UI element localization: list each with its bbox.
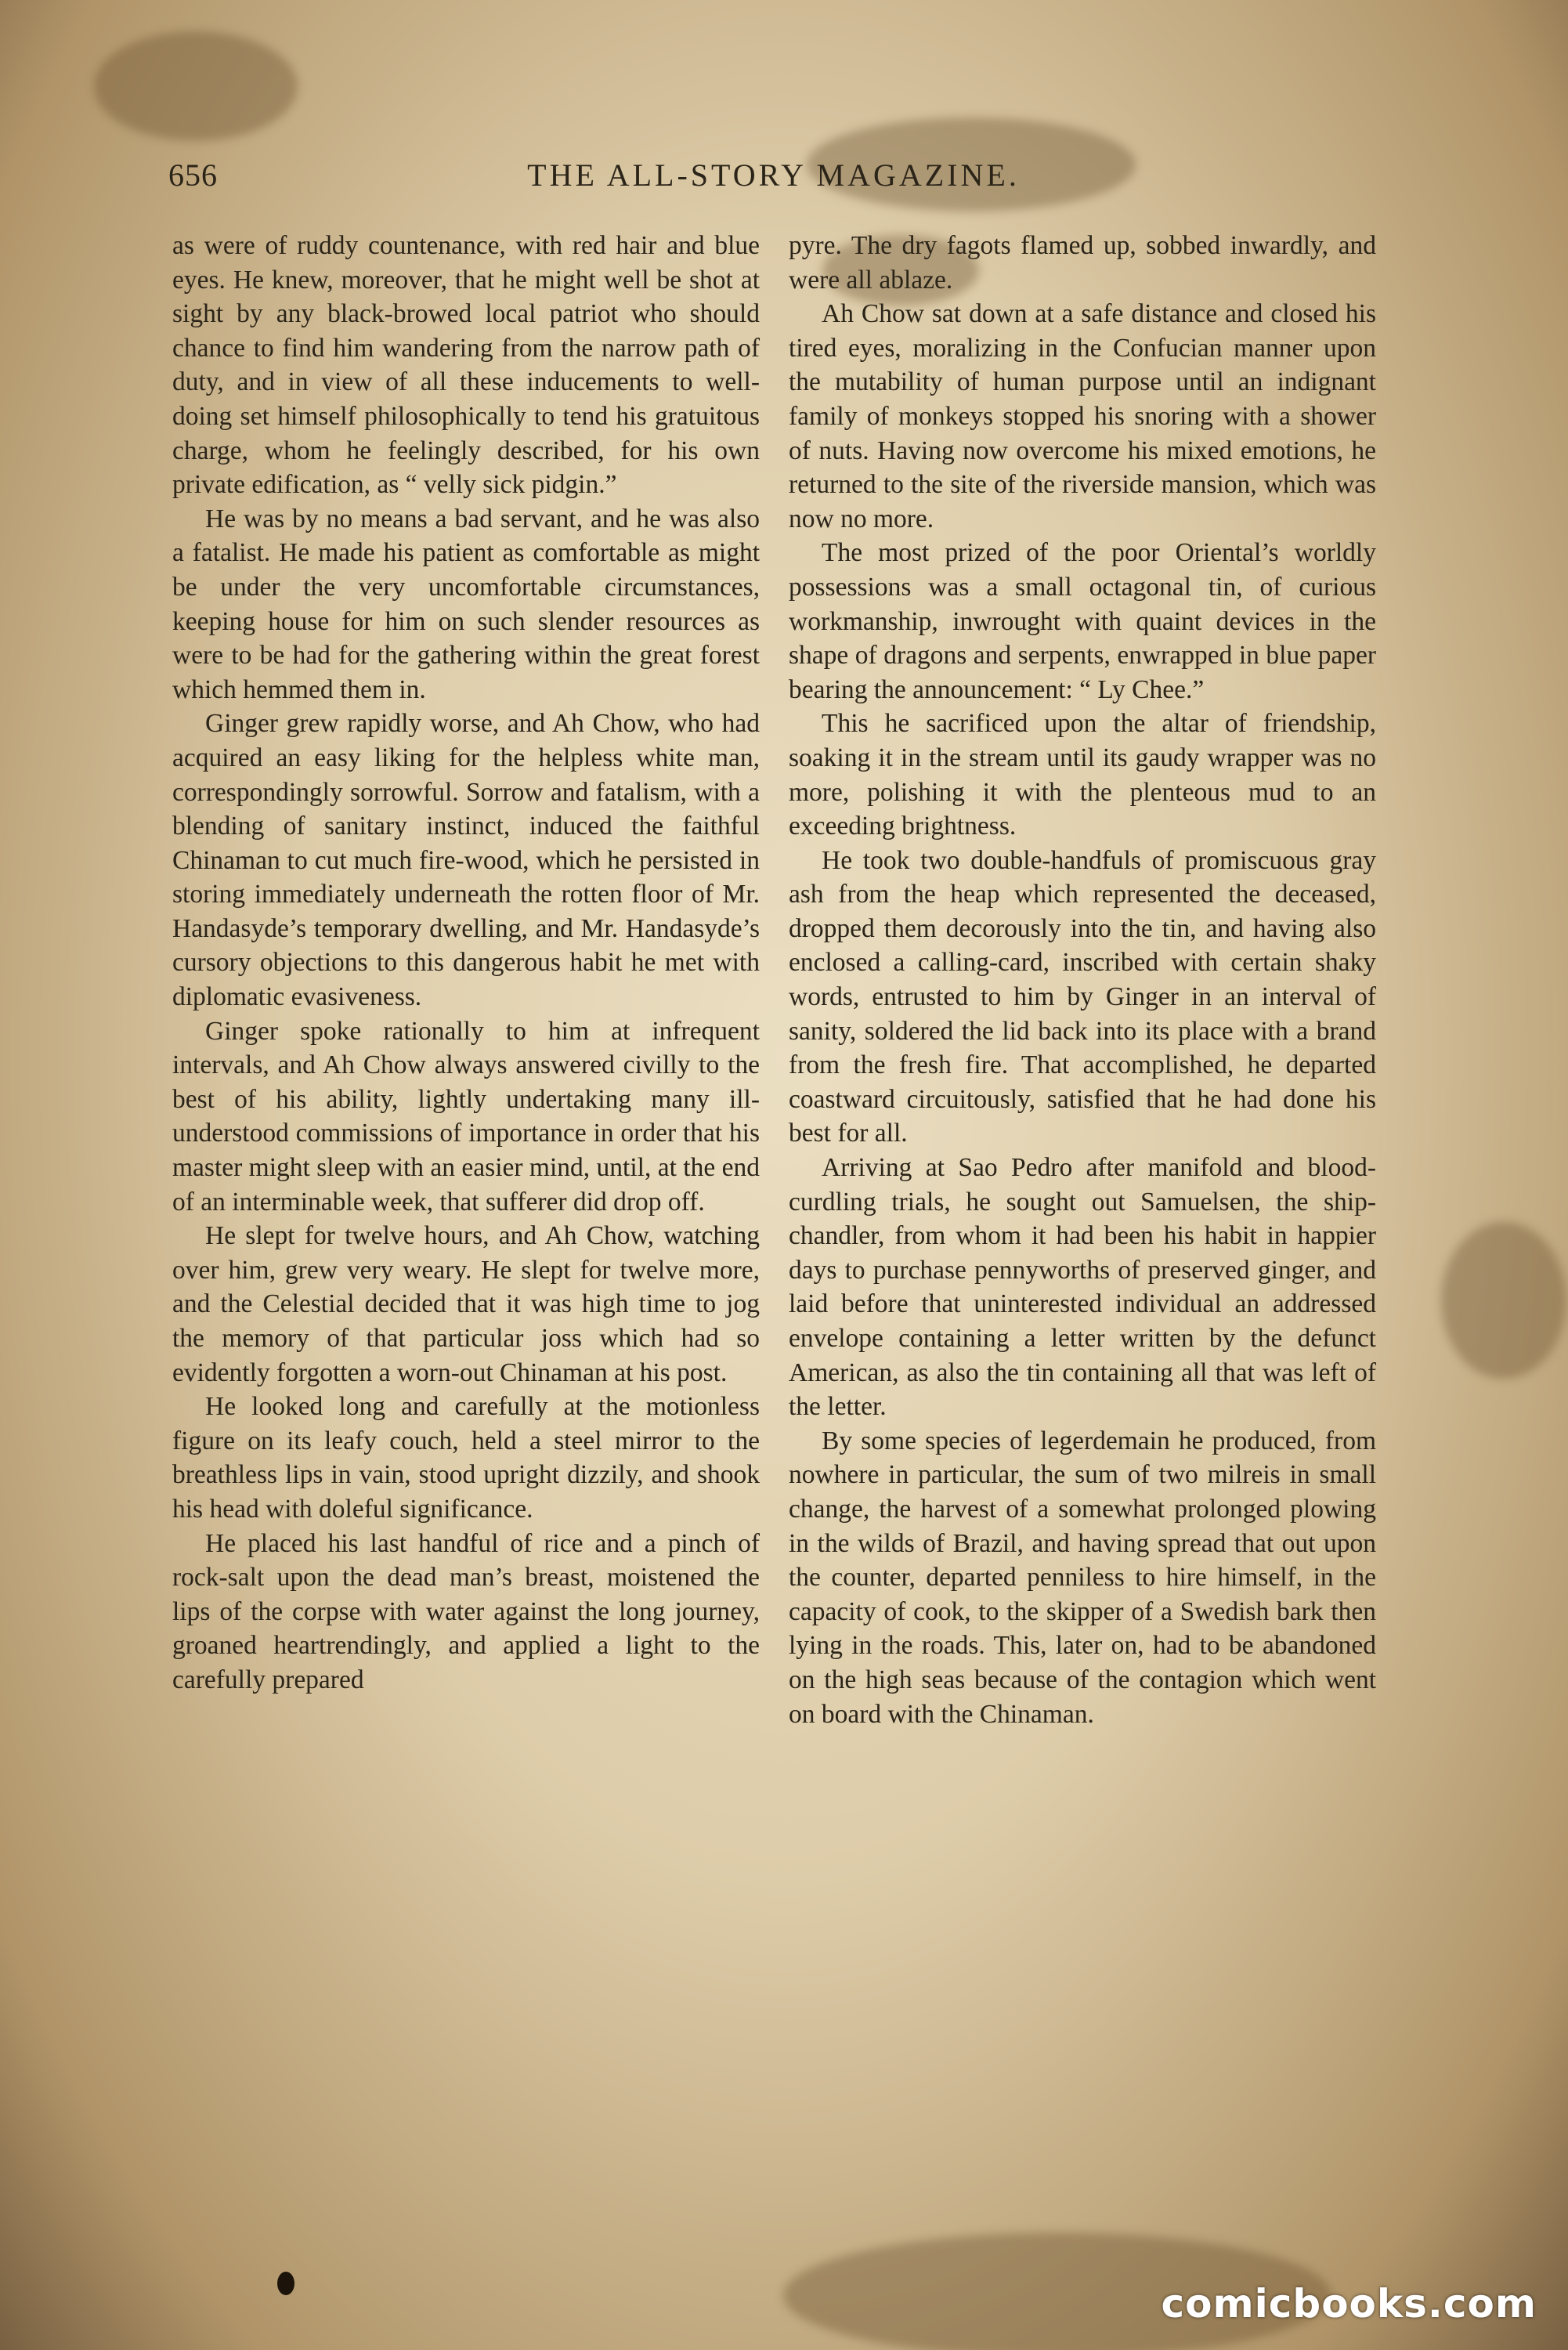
paragraph: This he sacrificed upon the altar of friendship, soaking it in the stream until its gaudy wrapper was no more, polishing it with the plenteous mud to an exceeding brightness. (789, 709, 1376, 841)
paragraph: He was by no means a bad servant, and he was also a fatalist. He made his patient as comfortable as might be under the very uncomfortable circumstances, keeping house for him on such slender resources as were to be had for the gathering within the great forest which hemmed them in. (172, 504, 760, 704)
paragraph: He looked long and carefully at the motionless figure on its leafy couch, held a steel mirror to the breathless lips in vain, stood upright dizzily, and shook his head with doleful significance. (172, 1392, 760, 1524)
paragraph: pyre. The dry fagots flamed up, sobbed inwardly, and were all ablaze. (789, 231, 1376, 295)
watermark: comicbooks.com (1161, 2281, 1537, 2326)
paragraph: He placed his last handful of rice and a pinch of rock-salt upon the dead man’s breast, moistened the lips of the corpse with water against the long journey, groaned heartrendingly, and applied a light to the carefully prepared (172, 1528, 760, 1694)
page-number: 656 (168, 157, 218, 193)
paragraph: Ah Chow sat down at a safe distance and closed his tired eyes, moralizing in the Confucian manner upon the mutability of human purpose until an indignant family of monkeys stopped his snoring with a shower of nuts. Having now overcome his mixed emotions, he returned to the site of the riverside mansion, which was now no more. (789, 299, 1376, 533)
running-title: THE ALL-STORY MAGAZINE. (527, 157, 1020, 193)
page-header (168, 157, 1378, 204)
paragraph: The most prized of the poor Oriental’s worldly possessions was a small octagonal tin, of curious workmanship, inwrought with quaint devices in the shape of dragons and serpents, enwrapped in blue paper bearing the announcement: “ Ly Chee.” (789, 538, 1376, 704)
paragraph: He slept for twelve hours, and Ah Chow, watching over him, grew very weary. He slept for twelve more, and the Celestial decided that it was high time to jog the memory of that particular joss which had so evidently forgotten a worn-out Chinaman at his post. (172, 1221, 760, 1387)
paragraph: He took two double-handfuls of promiscuous gray ash from the heap which represented the deceased, dropped them decorously into the tin, and having also enclosed a calling-card, inscribed with certain shaky words, entrusted to him by Ginger in an interval of sanity, soldered the lid back into its place with a brand from the fresh fire. That accomplished, he departed coastward circuitously, satisfied that he had done his best for all. (789, 845, 1376, 1148)
paragraph: as were of ruddy countenance, with red hair and blue eyes. He knew, moreover, that he might well be shot at sight by any black-browed local patriot who should chance to find him wandering from the narrow path of duty, and in view of all these inducements to well-doing set himself philosophically to tend his gratuitous charge, whom he feelingly described, for his own private edification, as “ velly sick pidgin.” (172, 231, 760, 500)
left-column (172, 229, 760, 1697)
ink-blot (277, 2272, 294, 2295)
paragraph: Ginger spoke rationally to him at infrequent intervals, and Ah Chow always answered civilly to the best of his ability, lightly undertaking many ill-understood commissions of importance in order that his master might sleep with an easier mind, until, at the end of an interminable week, that sufferer did drop off. (172, 1016, 760, 1217)
stain (94, 31, 298, 141)
paragraph: By some species of legerdemain he produced, from nowhere in particular, the sum of two milreis in small change, the harvest of a somewhat prolonged plowing in the wilds of Brazil, and having spread that out upon the counter, departed penniless to hire himself, in the capacity of cook, to the skipper of a Swedish bark then lying in the roads. This, later on, had to be abandoned on the high seas because of the contagion which went on board with the Chinaman. (789, 1426, 1376, 1729)
paragraph: Ginger grew rapidly worse, and Ah Chow, who had acquired an easy liking for the helpless white man, correspondingly sorrowful. Sorrow and fatalism, with a blending of sanitary instinct, induced the faithful Chinaman to cut much fire-wood, which he persisted in storing immediately underneath the rotten floor of Mr. Handasyde’s temporary dwelling, and Mr. Handasyde’s cursory objections to this dangerous habit he met with diplomatic evasiveness. (172, 709, 760, 1012)
paragraph: Arriving at Sao Pedro after manifold and blood-curdling trials, he sought out Samuelsen, the ship-chandler, from whom it had been his habit in happier days to purchase pennyworths of preserved ginger, and laid before that uninterested individual an addressed envelope containing a letter written by the defunct American, as also the tin containing all that was left of the letter. (789, 1153, 1376, 1422)
right-column (789, 229, 1376, 1731)
stain (1441, 1222, 1566, 1379)
